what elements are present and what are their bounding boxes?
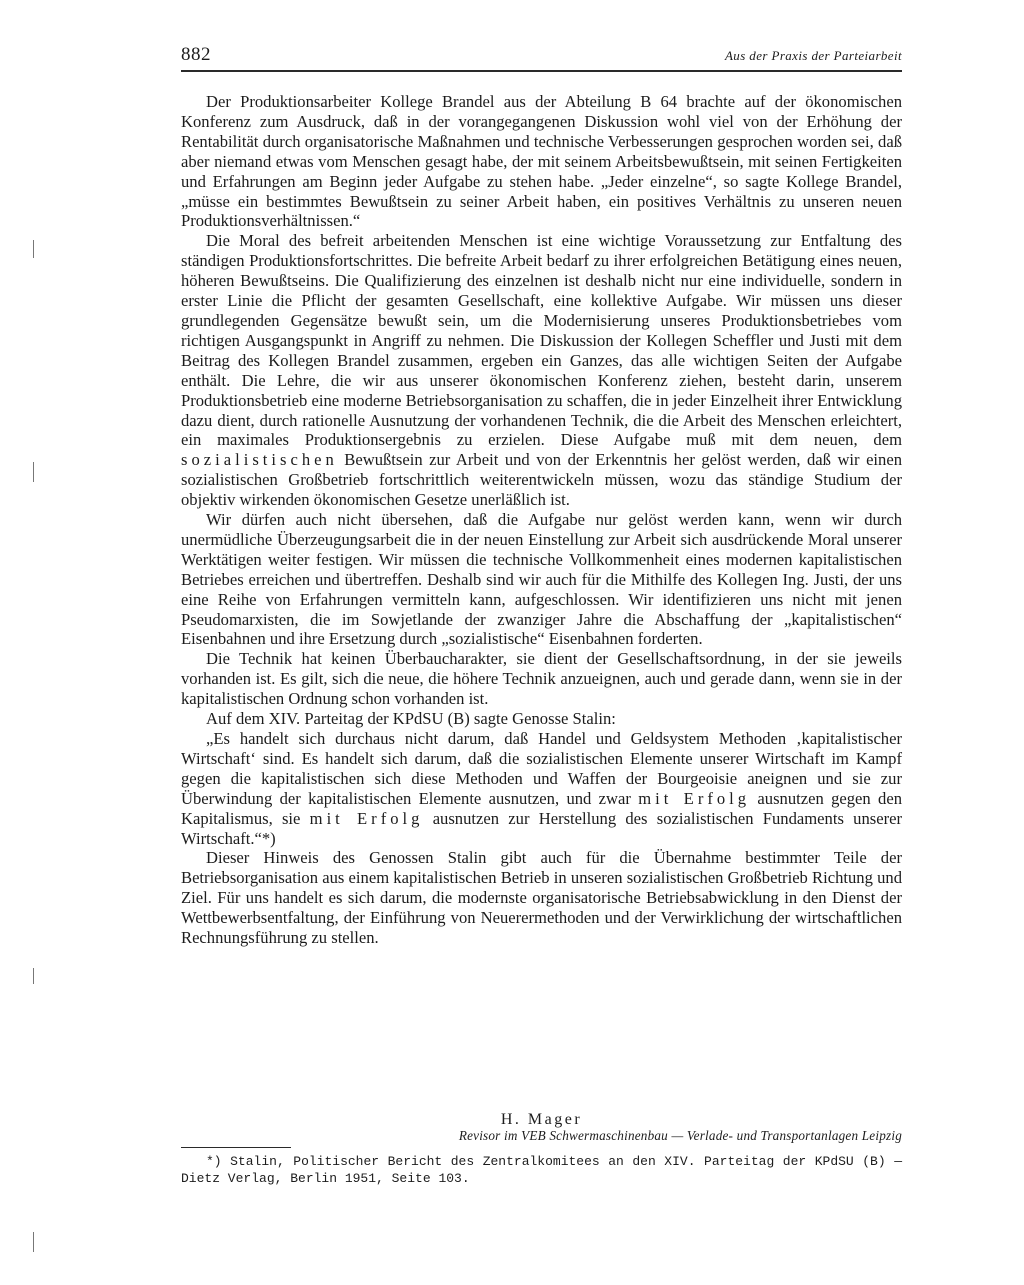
footnote-rule	[181, 1147, 291, 1148]
stalin-quote	[181, 729, 902, 848]
page-header	[181, 42, 902, 72]
spaced-emphasis-mit-erfolg-2: mit Erfolg	[309, 808, 424, 828]
spaced-emphasis-sozialistischen: sozialistischen	[181, 450, 338, 470]
quote-text-b: ausnutzen gegen den Kapitalismus, sie	[181, 788, 903, 828]
paragraph-6: Dieser Hinweis des Genossen Stalin gibt auch für die Übernahme bestimmter Teile der Betriebsorganisation aus einem kapitalistischen Betrieb in unseren sozialistischen Großbetrieb Richtung und Ziel. Für uns handelt es sich darum, die modernste organisatorische Betriebsabwicklung in den Dienst der Wettbewerbsentfaltung, der Einführung von Neuerermethoden und der Verwirklichung der wirtschaftlichen Rechnungsführung zu stellen.	[181, 848, 902, 948]
author-signature: H. Mager	[500, 1111, 583, 1128]
paragraph-2	[181, 231, 902, 510]
paragraph-4: Die Technik hat keinen Überbaucharakter, sie dient der Gesellschaftsordnung, in der sie jeweils vorhanden ist. Es gilt, sich die neue, die höhere Technik anzueignen, auch und gerade dann, wenn sie in der kapitalistischen Ordnung schon vorhanden ist.	[181, 649, 902, 709]
paragraph-2-text-b: Bewußtsein zur Arbeit und von der Erkenntnis her gelöst werden, daß wir einen sozialistischen Großbetrieb fortschrittlich weiterentwickeln müssen, wozu das ständige Studium der objektiv wirkenden ökonomischen Gesetze unerläßlich ist.	[181, 450, 902, 510]
margin-mark	[33, 240, 34, 258]
article-body	[181, 92, 902, 948]
author-affiliation: Revisor im VEB Schwermaschinenbau — Verlade- und Transportanlagen Leipzig	[458, 1128, 902, 1143]
margin-mark	[33, 968, 34, 984]
page-number: 882	[181, 44, 211, 65]
quote-text-c: ausnutzen zur Herstellung des sozialistischen Fundaments unserer Wirtschaft.“*)	[181, 808, 902, 848]
paragraph-3: Wir dürfen auch nicht übersehen, daß die Aufgabe nur gelöst werden kann, wenn wir durch unermüdliche Überzeugungsarbeit die in der neuen Einstellung zur Arbeit sich ausdrückende Moral unserer Werktätigen weiter festigen. Wir müssen die technische Vollkommenheit eines modernen kapitalistischen Betriebes erreichen und übertreffen. Deshalb sind wir auch für die Mithilfe des Kollegen Ing. Justi, der uns eine Reihe von Erfahrungen vermitteln kann, aufgeschlossen. Wir identifizieren uns nicht mit jenen Pseudomarxisten, die im Sowjetlande der zwanziger Jahre die Abschaffung der „kapitalistischen“ Eisenbahnen und ihre Ersetzung durch „sozialistische“ Eisenbahnen forderten.	[181, 510, 902, 649]
margin-mark	[33, 462, 34, 482]
paragraph-2-text-a: Die Moral des befreit arbeitenden Menschen ist eine wichtige Voraussetzung zur Entfaltung des ständigen Produktionsfortschrittes. Die befreite Arbeit bedarf zu ihrer erfolgreichen Betätigung eines neuen, höheren Bewußtseins. Die Qualifizierung des einzelnen ist deshalb nicht nur eine individuelle, sondern in erster Linie die Pflicht der gesamten Gesellschaft, eine kollektive Aufgabe. Wir müssen uns dieser grundlegenden Gegensätze bewußt sein, um die Modernisierung unseres Produktionsbetriebes vom richtigen Ausgangspunkt in Angriff zu nehmen. Die Diskussion der Kollegen Scheffler und Justi mit dem Beitrag des Kollegen Brandel zusammen, ergeben ein Ganzes, das alle wichtigen Seiten der Aufgabe enthält. Die Lehre, die wir aus unserer ökonomischen Konferenz ziehen, besteht darin, unserem Produktionsbetrieb eine moderne Betriebsorganisation zu schaffen, die in jeder Einzelheit ihrer Entwicklung dazu dient, durch rationelle Ausnutzung der vorhandenen Technik, die die Arbeit des Menschen erleichtert, ein maximales Produktionsergebnis zu erzielen. Diese Aufgabe muß mit dem neuen, dem	[181, 231, 902, 450]
footnote	[181, 1154, 902, 1187]
margin-mark	[33, 1232, 34, 1252]
running-head: Aus der Praxis der Parteiarbeit	[724, 48, 902, 63]
spaced-emphasis-mit-erfolg-1: mit Erfolg	[638, 788, 751, 808]
quote-text-a: „Es handelt sich durchaus nicht darum, daß Handel und Geldsystem Methoden ‚kapitalistischer Wirtschaft‘ sind. Es handelt sich darum, daß die sozialistischen Elemente unserer Wirtschaft im Kampf gegen die kapitalistischen sich diese Methoden und Waffen der Bourgeoisie aneignen und sie zur Überwindung der kapitalistischen Elemente ausnutzen, und zwar	[181, 729, 902, 808]
footnote-text: *) Stalin, Politischer Bericht des Zentralkomitees an den XIV. Parteitag der KPdSU (B) — Dietz Verlag, Berlin 1951, Seite 103.	[181, 1154, 902, 1186]
paragraph-5: Auf dem XIV. Parteitag der KPdSU (B) sagte Genosse Stalin:	[206, 709, 616, 729]
paragraph-1: Der Produktionsarbeiter Kollege Brandel aus der Abteilung B 64 brachte auf der ökonomischen Konferenz zum Ausdruck, daß in der vorangegangenen Diskussion wohl viel von der Erhöhung der Rentabilität durch organisatorische Maßnahmen und technische Verbesserungen gesprochen worden sei, daß aber niemand etwas vom Menschen gesagt habe, der mit seinem Arbeitsbewußtsein, mit seinen Fertigkeiten und Erfahrungen am Beginn jeder Aufgabe zu stehen habe. „Jeder einzelne“, so sagte Kollege Brandel, „müsse ein bestimmtes Bewußtsein zu seiner Arbeit haben, ein positives Verhältnis zu unseren neuen Produktionsverhältnissen.“	[181, 92, 902, 231]
